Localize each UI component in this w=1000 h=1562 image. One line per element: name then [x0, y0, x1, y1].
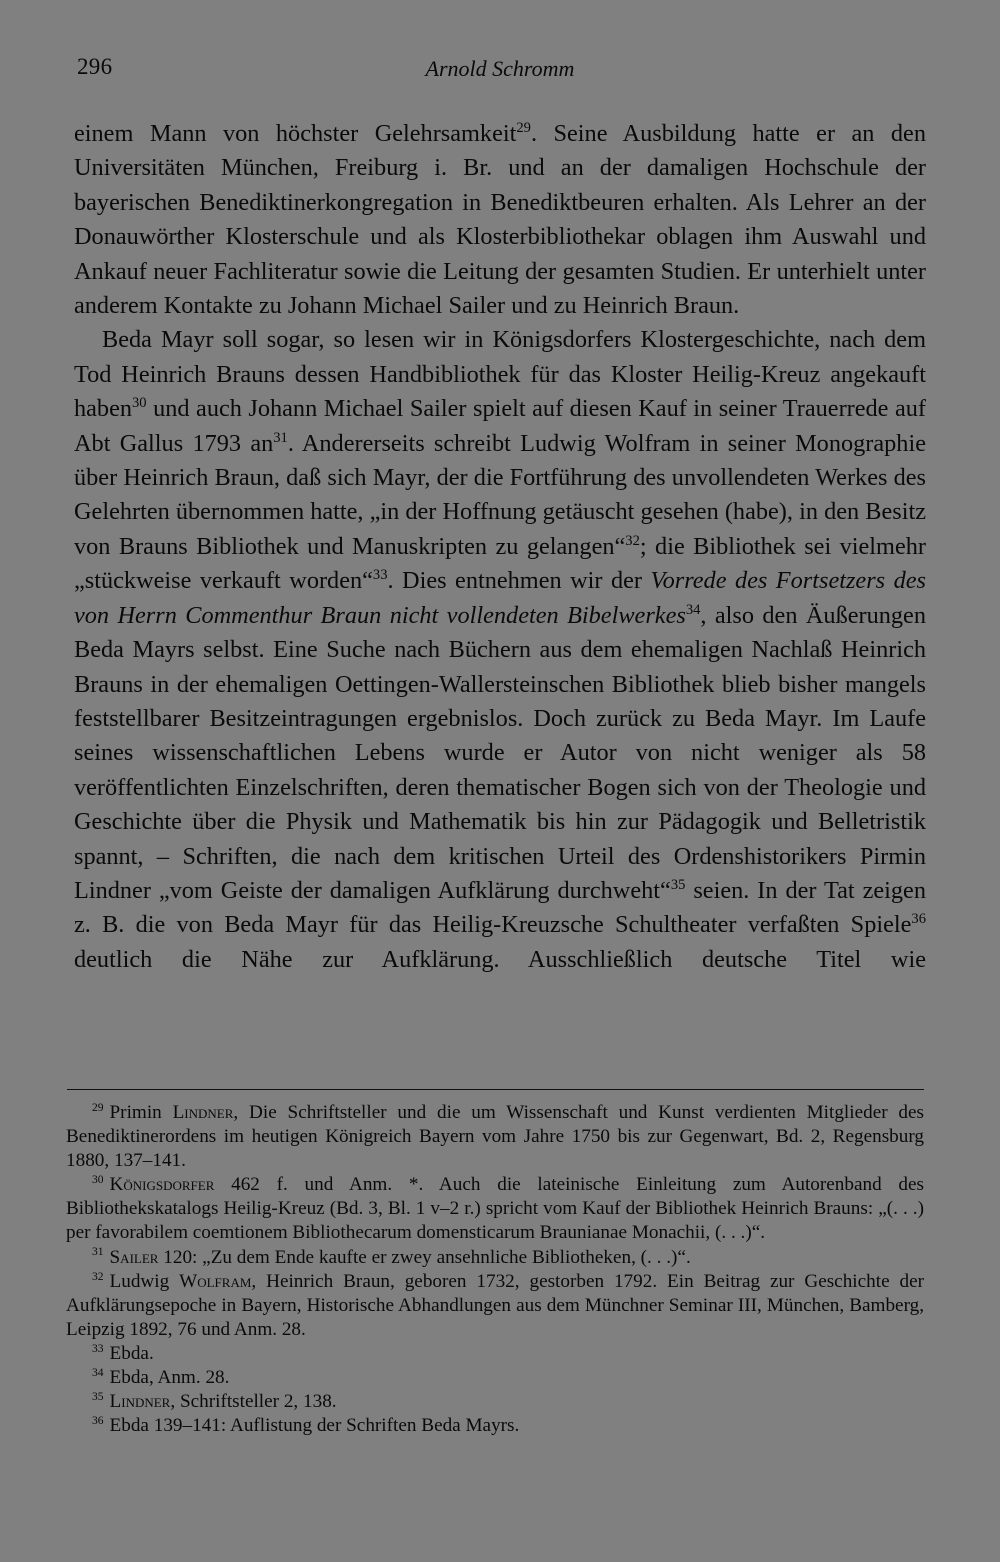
- text-run: , also den Äußerungen Beda Mayrs selbst. Eine Suche nach Büchern aus dem ehemaligen Nachlaß Heinrich Brauns in der ehemaligen Oettingen-Wallersteinschen Bibliothek blieb bisher mangels feststellbarer Besitzeintragungen ergebnislos. Doch zurück zu Beda Mayr. Im Laufe seines wissenschaftlichen Lebens wurde er Autor von nicht weniger als 58 veröffentlichten Einzelschriften, deren thematischer Bogen sich von der Theologie und Geschichte über die Physik und Mathematik bis hin zur Pädagogik und Belletristik spannt, – Schriften, die nach dem kritischen Urteil des Ordenshistorikers Pirmin Lindner „vom Geiste der damaligen Aufklärung durchweht“: [74, 601, 926, 904]
- footnote-ref-33: 33: [372, 567, 388, 584]
- footnote-33: $^{33}$ Ebda.: [92, 1342, 154, 1364]
- footnote-text: Ludwig: [109, 1270, 180, 1292]
- footnote-ref-35: 35: [670, 876, 686, 893]
- author-name: Wolfram: [179, 1270, 252, 1292]
- footnote-text: 462 f. und Anm. *. Auch die lateinische Einleitung zum Autorenband des Bibliothekskatalogs Heilig-Kreuz (Bd. 3, Bl. 1 v–2 r.) spricht vom Kauf der Bibliothek Heinrich Brauns: „(. . .) per favorabilem coemtionem Bibliothecarum domensticarum Braunianae Monachii, (. . .)“.: [66, 1174, 924, 1244]
- text-run: . Dies entnehmen wir der: [387, 567, 651, 595]
- italic-title: Vorrede des Fortsetzers des von Herrn Commenthur Braun nicht vollendeten Bibelwerkes: [74, 567, 926, 629]
- footnote-ref-30: 30: [132, 395, 147, 412]
- footnote-34: $^{34}$ Ebda, Anm. 28.: [92, 1366, 230, 1389]
- footnote-ref-36: 36: [911, 911, 926, 928]
- footnote-36: $^{36}$ Ebda 139–141: Auflistung der Schriften Beda Mayrs.: [92, 1415, 520, 1437]
- footnote-ref-32: 32: [625, 532, 640, 549]
- text-run: seien. In der Tat zeigen z. B. die von Beda Mayr für das Heilig-Kreuzsche Schultheater verfaßten Spiele: [74, 876, 926, 939]
- text-run: ; die Bibliothek sei vielmehr „stückweise verkauft worden“: [74, 532, 926, 595]
- footnote-29: $^{29}$ Primin Lindner, Die Schriftsteller und die um Wissenschaft und Kunst verdienten Mitglieder des Benediktinerordens im heutigen Königreich Bayern vom Jahre 1750 bis zur Gegenwart, Bd. 2, Regensburg 1880, 137–141.: [66, 1101, 924, 1172]
- footnote-text: , Schriftsteller 2, 138.: [170, 1391, 337, 1413]
- author-name: Königsdorfer: [109, 1174, 215, 1196]
- footnote-35: $^{35}$ Lindner, Schriftsteller 2, 138.: [92, 1390, 337, 1413]
- author-name: Lindner: [109, 1391, 171, 1413]
- footnote-ref-34: 34: [685, 601, 701, 618]
- text-run: . Seine Ausbildung hatte er an den Universitäten München, Freiburg i. Br. und an der damaligen Hochschule der bayerischen Benediktinerkongregation in Benediktbeuren erhalten. Als Lehrer an der Donauwörther Klosterschule und als Klosterbibliothekar oblagen ihm Auswahl und Ankauf neuer Fachliteratur sowie die Leitung der gesamten Studien. Er unterhielt unter anderem Kontakte zu Johann Michael Sailer und zu Heinrich Braun.: [74, 120, 926, 320]
- footnote-text: Primin: [109, 1102, 173, 1123]
- body-text: [74, 117, 926, 977]
- footnote-ref-31: 31: [273, 429, 288, 446]
- page-number: 296: [77, 54, 113, 79]
- paragraph-1: [74, 117, 926, 323]
- running-head: Arnold Schromm: [425, 56, 575, 81]
- footnotes: [66, 1101, 924, 1438]
- footnote-ref-29: 29: [516, 119, 531, 136]
- footnote-32: $^{32}$ Ludwig Wolfram, Heinrich Braun, geboren 1732, gestorben 1792. Ein Beitrag zur Geschichte der Aufklärungsepoche in Bayern, Historische Abhandlungen aus dem Münchner Seminar III, München, Bamberg, Leipzig 1892, 76 und Anm. 28.: [66, 1270, 924, 1340]
- footnote-30: $^{30}$ Königsdorfer 462 f. und Anm. *. Auch die lateinische Einleitung zum Autorenband des Bibliothekskatalogs Heilig-Kreuz (Bd. 3, Bl. 1 v–2 r.) spricht vom Kauf der Bibliothek Heinrich Brauns: „(. . .) per favorabilem coemtionem Bibliothecarum domensticarum Braunianae Monachii, (. . .)“.: [66, 1174, 924, 1244]
- text-run: . Andererseits schreibt Ludwig Wolfram in seiner Monographie über Heinrich Braun, daß sich Mayr, der die Fortführung des unvollendeten Werkes des Gelehrten übernommen hatte, „in der Hoffnung getäuscht gesehen (habe), in den Besitz von Brauns Bibliothek und Manuskripten zu gelangen“: [74, 429, 926, 560]
- text-run: und auch Johann Michael Sailer spielt auf diesen Kauf in seiner Trauerrede auf Abt Gallus 1793 an: [74, 395, 926, 457]
- footnote-text: Ebda.: [109, 1342, 154, 1364]
- footnote-text: 120: „Zu dem Ende kaufte er zwey ansehnliche Bibliotheken, (. . .)“.: [158, 1246, 691, 1268]
- text-run: Beda Mayr soll sogar, so lesen wir in Königsdorfers Klostergeschichte, nach dem Tod Heinrich Brauns dessen Handbibliothek für das Kloster Heilig-Kreuz angekauft haben: [74, 326, 926, 423]
- author-name: Lindner: [172, 1102, 234, 1123]
- author-name: Sailer: [109, 1246, 159, 1268]
- footnote-text: Ebda, Anm. 28.: [109, 1367, 230, 1389]
- footnote-31: $^{31}$ Sailer 120: „Zu dem Ende kaufte er zwey ansehnliche Bibliotheken, (. . .)“.: [92, 1246, 691, 1268]
- footnote-text: , Die Schriftsteller und die um Wissenschaft und Kunst verdienten Mitglieder des Benediktinerordens im heutigen Königreich Bayern vom Jahre 1750 bis zur Gegenwart, Bd. 2, Regensburg 1880, 137–141.: [66, 1102, 924, 1172]
- paragraph-2: [74, 323, 926, 977]
- text-run: deutlich die Nähe zur Aufklärung. Ausschließlich deutsche Titel wie: [74, 945, 926, 973]
- footnote-rule: [67, 1089, 924, 1090]
- text-run: einem Mann von höchster Gelehrsamkeit: [74, 120, 517, 147]
- footnote-text: , Heinrich Braun, geboren 1732, gestorben 1792. Ein Beitrag zur Geschichte der Aufklärungsepoche in Bayern, Historische Abhandlungen aus dem Münchner Seminar III, München, Bamberg, Leipzig 1892, 76 und Anm. 28.: [66, 1270, 924, 1340]
- footnote-text: Ebda 139–141: Auflistung der Schriften Beda Mayrs.: [109, 1415, 520, 1437]
